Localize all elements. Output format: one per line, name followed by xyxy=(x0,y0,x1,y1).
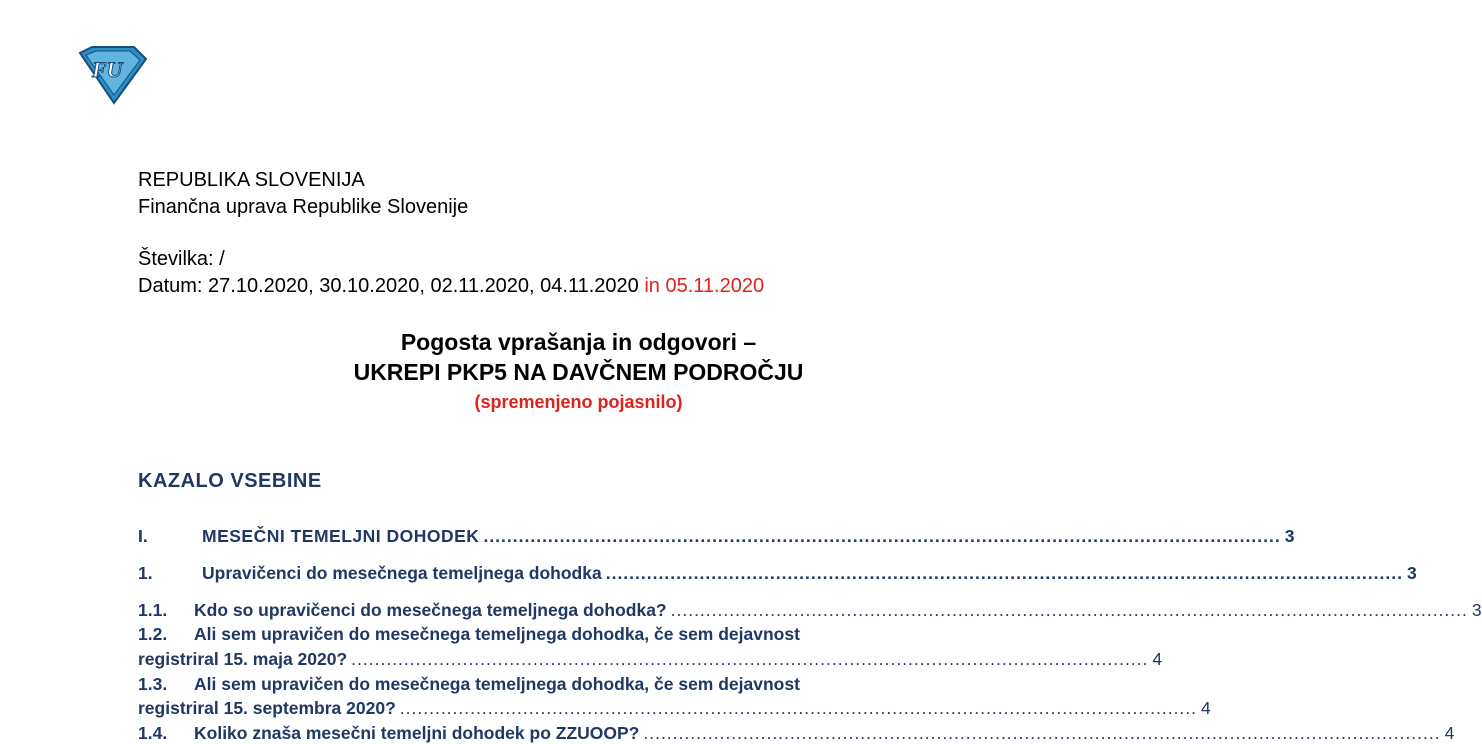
toc-entry-text: MESEČNI TEMELJNI DOHODEK xyxy=(202,526,480,546)
toc-entry-text: registriral 15. maja 2020? xyxy=(138,649,348,669)
toc-leader: ........................................................................................................................................ xyxy=(643,723,1441,743)
toc-entry-text: Koliko znaša mesečni temeljni dohodek po ZZUOOP? xyxy=(194,723,640,743)
toc-entry-page: 4 xyxy=(1444,723,1455,743)
toc-entry-page: 3 xyxy=(1471,600,1482,620)
toc-entry-text: Kdo so upravičenci do mesečnega temeljnega dohodka? xyxy=(194,600,667,620)
toc-leader: ........................................................................................................................................ xyxy=(605,563,1403,583)
toc-entry-first-line[interactable] xyxy=(138,624,1018,645)
toc-entry-text: Upravičenci do mesečnega temeljnega dohodka xyxy=(202,563,602,583)
institution-name: REPUBLIKA SLOVENIJA xyxy=(138,169,365,191)
toc-entry-number: 1. xyxy=(138,563,153,583)
toc-entry-first-line[interactable] xyxy=(138,674,1018,695)
toc-leader: ........................................................................................................................................ xyxy=(670,600,1468,620)
toc-entry[interactable] xyxy=(138,723,1455,744)
toc-entry-page: 4 xyxy=(1152,649,1163,669)
toc-entry-number: 1.1. xyxy=(138,600,168,620)
toc-entry[interactable] xyxy=(138,526,1295,547)
toc-entry-page: 3 xyxy=(1406,563,1417,583)
toc-entry-text: Ali sem upravičen do mesečnega temeljnega dohodka, če sem dejavnost xyxy=(194,624,800,644)
toc-leader: ........................................................................................................................................ xyxy=(351,649,1149,669)
document-title-line2: UKREPI PKP5 NA DAVČNEM PODROČJU xyxy=(353,359,804,385)
date-latest: in 05.11.2020 xyxy=(638,275,765,297)
toc-entry[interactable] xyxy=(138,600,1482,621)
toc-entry-page: 3 xyxy=(1284,526,1295,546)
toc-entry-second-line[interactable] xyxy=(138,698,1211,719)
toc-leader: ........................................................................................................................................ xyxy=(399,698,1198,718)
document-title-line1: Pogosta vprašanja in odgovori – xyxy=(400,329,757,355)
toc-heading: KAZALO VSEBINE xyxy=(138,470,322,492)
toc-entry-number: 1.2. xyxy=(138,624,168,644)
toc-entry-number: 1.3. xyxy=(138,674,168,694)
fu-logo xyxy=(78,45,148,105)
toc-entry-second-line[interactable] xyxy=(138,649,1163,670)
toc-entry-number: 1.4. xyxy=(138,723,168,743)
document-number: Številka: / xyxy=(138,248,225,270)
document-title-note: (spremenjeno pojasnilo) xyxy=(474,392,683,412)
logo-letters: FU xyxy=(92,57,123,82)
toc-entry[interactable] xyxy=(138,563,1417,584)
toc-entry-text: Ali sem upravičen do mesečnega temeljnega dohodka, če sem dejavnost xyxy=(194,674,800,694)
toc-entry-number: I. xyxy=(138,526,148,546)
toc-leader: ........................................................................................................................................ xyxy=(483,526,1281,546)
toc-entry-text: registriral 15. septembra 2020? xyxy=(138,698,396,718)
date-list: Datum: 27.10.2020, 30.10.2020, 02.11.2020, 04.11.2020 xyxy=(138,275,639,297)
toc-entry-page: 4 xyxy=(1201,698,1211,718)
document-date xyxy=(138,274,764,298)
institution-subname: Finančna uprava Republike Slovenije xyxy=(138,196,469,218)
